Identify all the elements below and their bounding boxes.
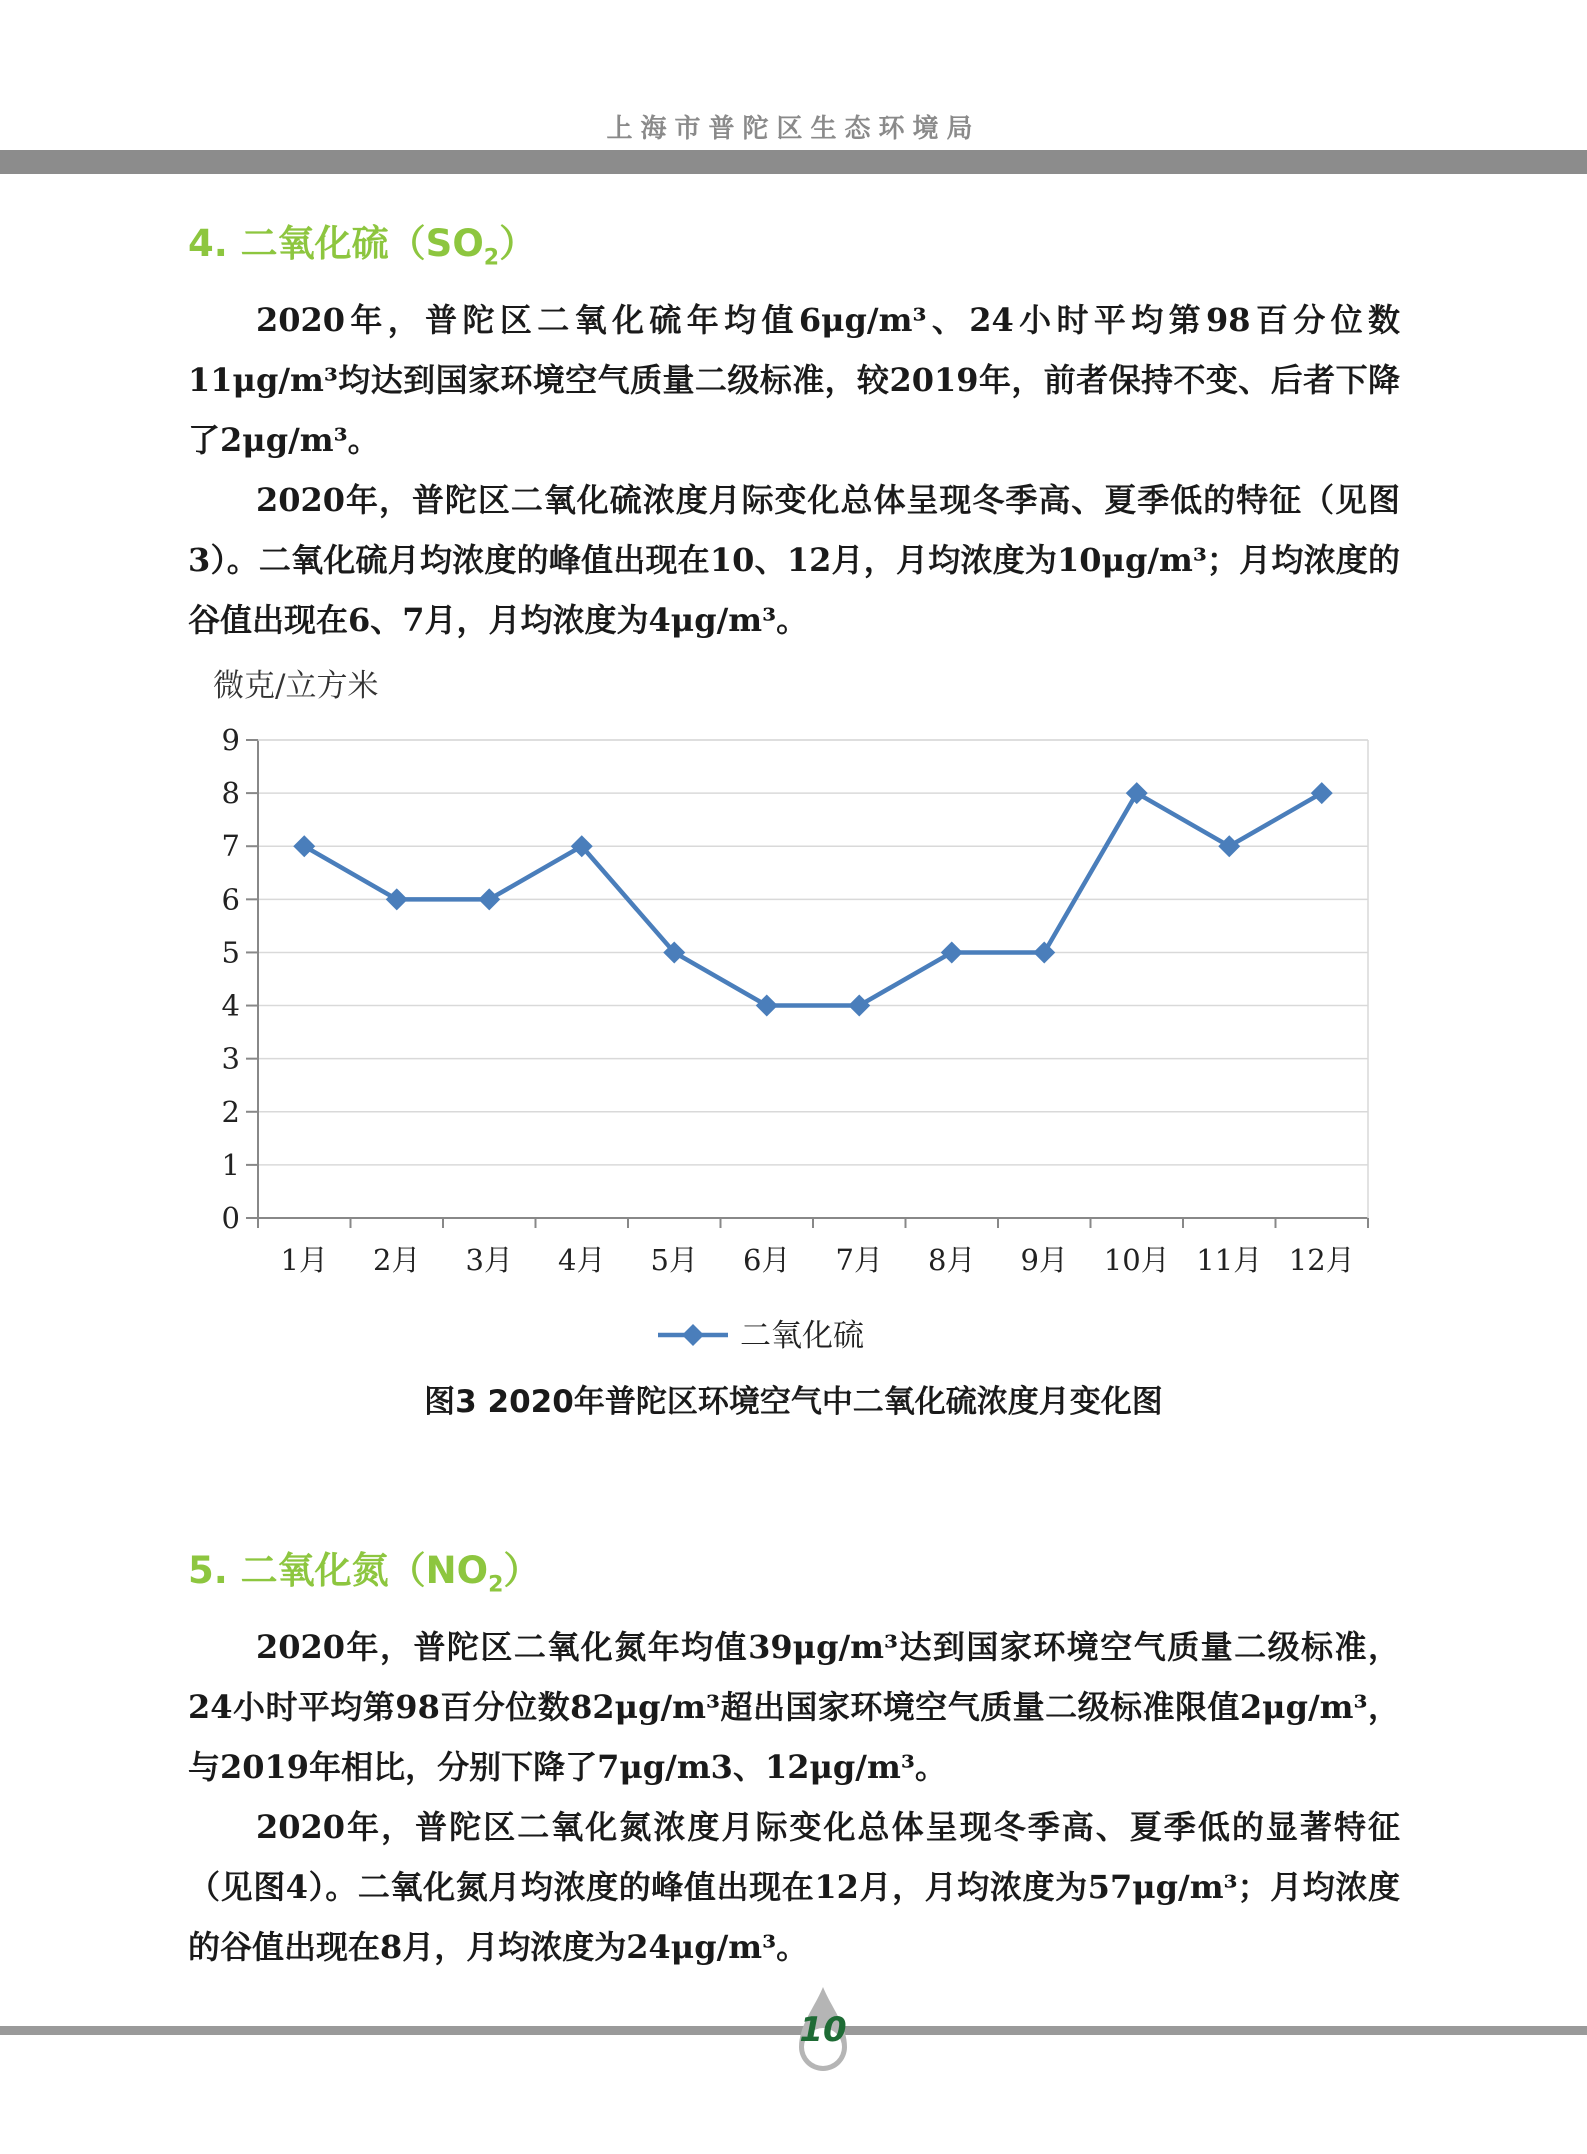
header-title: 上海市普陀区生态环境局 (606, 114, 981, 144)
data-point (1126, 782, 1148, 804)
paragraph-no2-1: 2020年，普陀区二氧化氮年均值39μg/m³达到国家环境空气质量二级标准，24小时平均第98百分位数82μg/m³超出国家环境空气质量二级标准限值2μg/m³，与2019年相比，分别下降了7μg/m3、12μg/m³。 (188, 1628, 1400, 1787)
y-tick-label: 0 (221, 1201, 240, 1235)
y-tick-label: 1 (221, 1147, 240, 1182)
x-tick-label: 6月 (743, 1243, 791, 1277)
figure-caption: 图3 2020年普陀区环境空气中二氧化硫浓度月变化图 (424, 1384, 1163, 1420)
data-point (1311, 782, 1333, 804)
section-no2 (188, 1545, 1400, 1977)
data-point (293, 835, 315, 857)
x-tick-label: 4月 (558, 1243, 606, 1277)
heading-so2-sub: 2 (483, 245, 500, 271)
data-point (1218, 835, 1240, 857)
y-tick-label: 8 (221, 776, 240, 811)
x-tick-label: 5月 (650, 1243, 698, 1277)
data-point (848, 995, 870, 1017)
data-point (941, 941, 963, 963)
paragraph-so2-1: 2020年，普陀区二氧化硫年均值6μg/m³、24小时平均第98百分位数11μg/m³均达到国家环境空气质量二级标准，较2019年，前者保持不变、后者下降了2μg/m³。 (188, 301, 1400, 460)
x-tick-label: 3月 (465, 1243, 513, 1277)
y-tick-label: 9 (221, 723, 240, 757)
section-heading-no2 (188, 1545, 1400, 1611)
data-point (386, 888, 408, 910)
y-tick-label: 6 (221, 882, 240, 917)
footer-line (0, 2026, 1587, 2035)
y-tick-label: 4 (221, 988, 240, 1023)
paragraph-no2-2: 2020年，普陀区二氧化氮浓度月际变化总体呈现冬季高、夏季低的显著特征（见图4）。二氧化氮月均浓度的峰值出现在12月，月均浓度为57μg/m³；月均浓度的谷值出现在8月，月均浓度为24μg/m³。 (188, 1808, 1400, 1967)
legend-label: 二氧化硫 (740, 1318, 864, 1354)
page-number: 10 (799, 2010, 847, 2050)
paragraph-so2-2: 2020年，普陀区二氧化硫浓度月际变化总体呈现冬季高、夏季低的特征（见图3）。二氧化硫月均浓度的峰值出现在10、12月，月均浓度为10μg/m³；月均浓度的谷值出现在6、7月，月均浓度为4μg/m³。 (188, 481, 1400, 640)
x-tick-label: 7月 (835, 1243, 883, 1277)
section-so2 (188, 218, 1400, 650)
legend-marker (682, 1324, 704, 1346)
y-axis-label: 微克/立方米 (213, 668, 379, 704)
data-point (1033, 941, 1055, 963)
x-tick-label: 8月 (928, 1243, 976, 1277)
x-tick-label: 12月 (1288, 1243, 1355, 1277)
x-tick-label: 1月 (280, 1243, 328, 1277)
heading-no2-suffix: ） (503, 1549, 541, 1592)
y-tick-label: 5 (221, 935, 240, 970)
x-tick-label: 10月 (1103, 1243, 1170, 1277)
x-tick-label: 2月 (373, 1243, 421, 1277)
chart-svg (188, 660, 1408, 1400)
heading-no2-prefix: 5. 二氧化氮（NO (188, 1549, 489, 1592)
header-bar (0, 150, 1587, 174)
y-tick-label: 3 (221, 1041, 240, 1076)
data-point (756, 995, 778, 1017)
y-tick-label: 7 (221, 829, 240, 864)
heading-so2-prefix: 4. 二氧化硫（SO (188, 222, 484, 265)
x-tick-label: 11月 (1196, 1243, 1263, 1277)
heading-no2-sub: 2 (488, 1572, 504, 1598)
heading-so2-suffix: ） (499, 222, 537, 265)
y-tick-label: 2 (221, 1094, 240, 1129)
so2-monthly-chart (188, 660, 1408, 1400)
x-tick-label: 9月 (1020, 1243, 1068, 1277)
data-point (478, 888, 500, 910)
section-heading-so2 (188, 218, 1400, 284)
